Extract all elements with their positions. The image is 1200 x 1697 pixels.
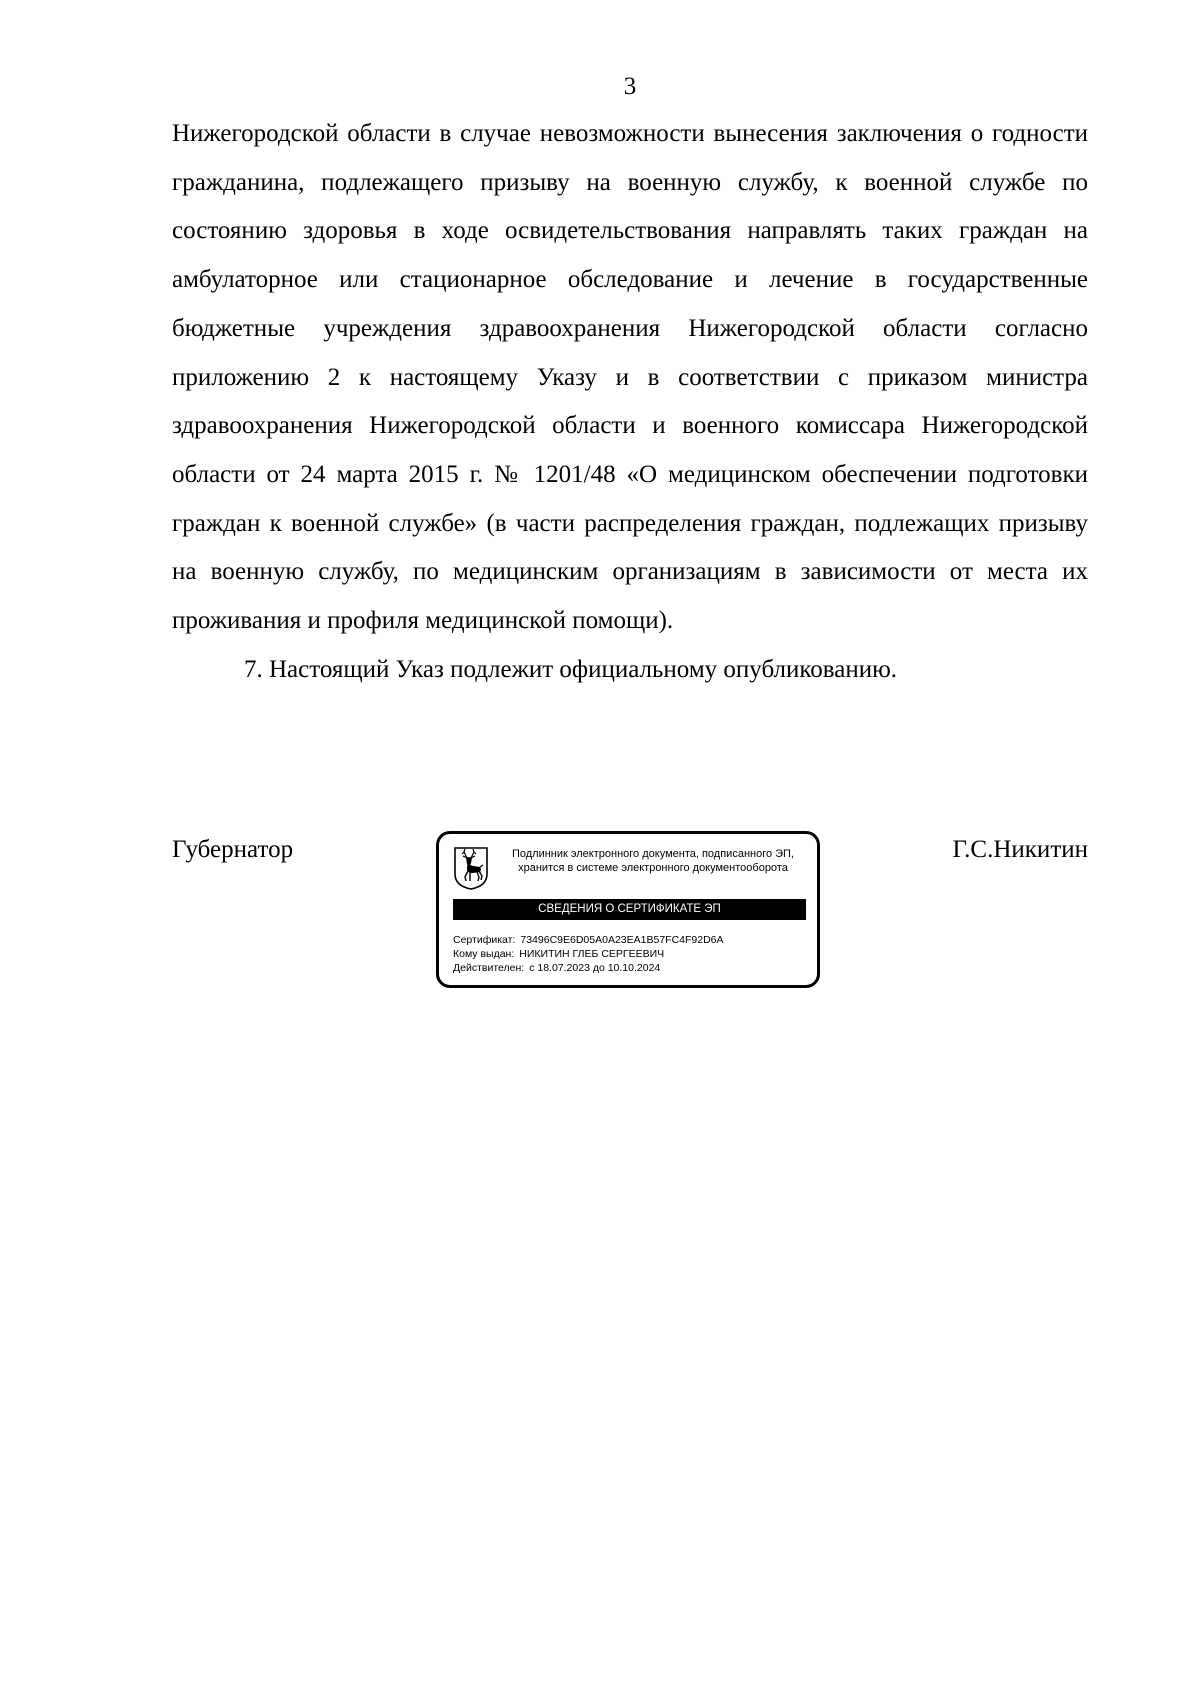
signatory-position: Губернатор	[172, 836, 294, 863]
paragraph-item-7: 7. Настоящий Указ подлежит официальному опубликованию.	[244, 655, 898, 683]
certificate-label: Сертификат:	[453, 934, 516, 946]
validity-label: Действителен:	[453, 962, 525, 974]
document-body	[172, 110, 1088, 694]
issued-to-value: НИКИТИН ГЛЕБ СЕРГЕЕВИЧ	[519, 948, 665, 960]
nizhny-novgorod-deer-emblem-icon	[453, 846, 489, 890]
validity-row	[453, 961, 724, 975]
certificate-details	[453, 933, 724, 975]
certificate-value: 73496C9E6D05A0A23EA1B57FC4F92D6A	[520, 934, 724, 946]
stamp-header	[493, 847, 813, 875]
page-number: 3	[623, 73, 637, 100]
stamp-header-line: хранится в системе электронного документооборота	[518, 862, 788, 874]
issued-to-row	[453, 947, 724, 961]
paragraph-continuation: Нижегородской области в случае невозможности вынесения заключения о годности гражданина, подлежащего призыву на военную службу, к военной службе по состоянию здоровья в ходе освидетельствования направлять таких граждан на амбулаторное или стационарное обследование и лечение в государственные бюджетные учреждения здравоохранения Нижегородской области согласно приложению 2 к настоящему Указу и в соответствии с приказом министра здравоохранения Нижегородской области и военного комиссара Нижегородской области от 24 марта 2015 г. № 1201/48 «О медицинском обеспечении подготовки граждан к военной службе» (в части распределения граждан, подлежащих призыву на военную службу, по медицинским организациям в зависимости от места их проживания и профиля медицинской помощи).	[172, 120, 1088, 635]
stamp-header-line: Подлинник электронного документа, подписанного ЭП,	[511, 848, 795, 860]
signatory-name: Г.С.Никитин	[952, 836, 1088, 863]
certificate-info-band: СВЕДЕНИЯ О СЕРТИФИКАТЕ ЭП	[453, 899, 806, 920]
electronic-signature-stamp	[436, 831, 820, 988]
issued-to-label: Кому выдан:	[453, 948, 515, 960]
validity-value: с 18.07.2023 до 10.10.2024	[529, 962, 661, 974]
certificate-row	[453, 933, 724, 947]
